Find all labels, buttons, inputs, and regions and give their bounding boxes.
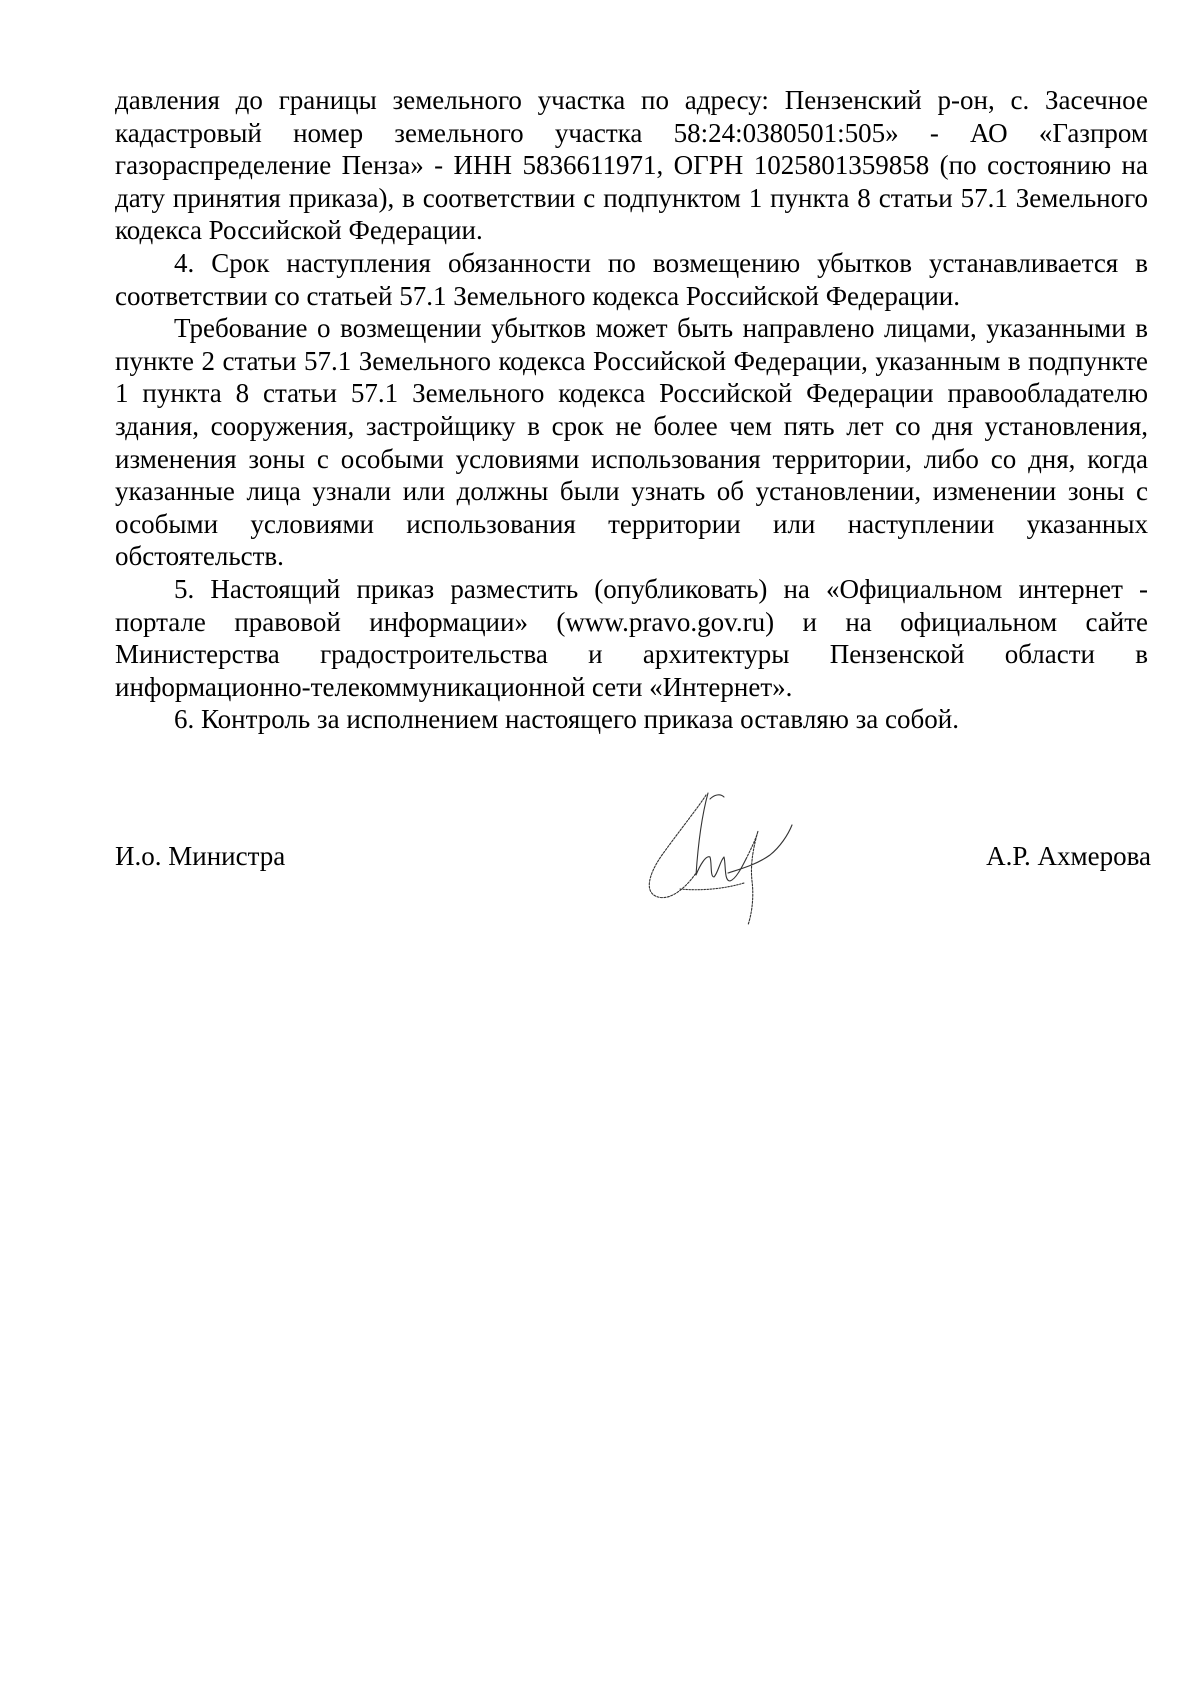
paragraph-item-6: 6. Контроль за исполнением настоящего приказа оставляю за собой.: [174, 704, 959, 735]
document-body: [115, 84, 1148, 736]
paragraph-item-4: 4. Срок наступления обязанности по возмещению убытков устанавливается в соответствии со статьей 57.1 Земельного кодекса Российской Федерации.: [115, 247, 1148, 311]
signature-block: [115, 840, 1151, 880]
signatory-title: И.о. Министра: [115, 841, 286, 871]
paragraph-item-5: 5. Настоящий приказ разместить (опубликовать) на «Официальном интернет - портале правовой информации» (www.pravo.gov.ru) и на официальном сайте Министерства градостроительства и архитектуры Пензенской области в информационно-телекоммуникационной сети «Интернет».: [115, 573, 1148, 702]
paragraph-damages-claim: Требование о возмещении убытков может быть направлено лицами, указанными в пункте 2 статьи 57.1 Земельного кодекса Российской Федерации, указанным в подпункте 1 пункта 8 статьи 57.1 Земельного кодекса Российской Федерации правообладателю здания, сооружения, застройщику в срок не более чем пять лет со дня установления, изменения зоны с особыми условиями использования территории, либо со дня, когда указанные лица узнали или должны были узнать об установлении, изменении зоны с особыми условиями использования территории или наступлении указанных обстоятельств.: [115, 313, 1148, 572]
paragraph-continuation: давления до границы земельного участка по адресу: Пензенский р-он, с. Засечное кадастровый номер земельного участка 58:24:0380501:505» - АО «Газпром газораспределение Пенза» - ИНН 5836611971, ОГРН 1025801359858 (по состоянию на дату принятия приказа), в соответствии с подпунктом 1 пункта 8 статьи 57.1 Земельного кодекса Российской Федерации.: [115, 85, 1148, 246]
signatory-name: А.Р. Ахмерова: [986, 841, 1151, 871]
handwritten-signature: [640, 785, 820, 930]
